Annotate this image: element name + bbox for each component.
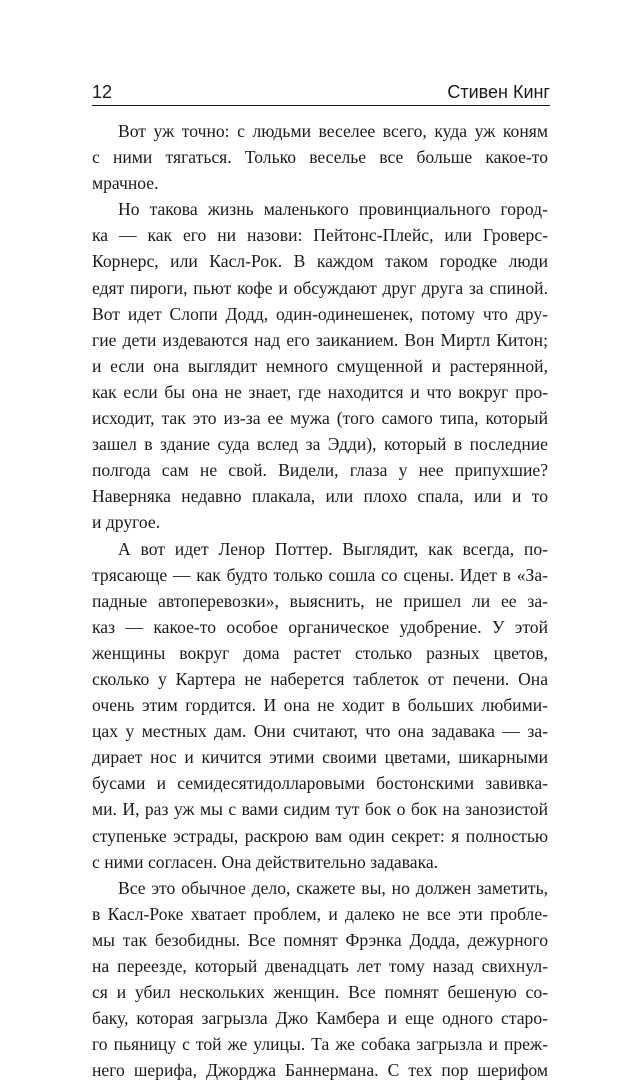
text-line: ми. И, раз уж мы с вами сидим тут бок о бок на занозистой xyxy=(92,799,548,820)
text-line: женщины вокруг дома растет столько разных цветов, xyxy=(92,642,548,663)
text-line: мрачное. xyxy=(92,173,159,194)
text-line: Все это обычное дело, скажете вы, но должен заметить, xyxy=(118,877,548,898)
text-line: Корнерс, или Касл-Рок. В каждом таком городке люди xyxy=(92,251,548,272)
text-line: с ними тягаться. Только веселье все больше какое-то xyxy=(92,147,548,168)
text-line: как если бы она не знает, где находится и что вокруг про- xyxy=(92,381,548,402)
text-line: зашел в здание суда вслед за Эдди), который в последние xyxy=(92,434,548,455)
text-line: дирает нос и кичится этими своими цветами, шикарными xyxy=(92,747,548,768)
text-line: падные автоперевозки», выяснить, не пришел ли ее за- xyxy=(92,590,548,611)
text-line: него шерифа, Джорджа Баннермана. С тех пор шерифом xyxy=(92,1060,548,1081)
page-number: 12 xyxy=(92,82,113,102)
text-line: исходит, так это из-за ее мужа (того самого типа, который xyxy=(92,408,548,429)
text-line: Но такова жизнь маленького провинциального город- xyxy=(118,199,548,220)
text-line: баку, которая загрызла Джо Камбера и еще одного старо- xyxy=(92,1008,548,1029)
text-line: мы так безобидны. Все помнят Фрэнка Додда, дежурного xyxy=(92,929,548,950)
body-text xyxy=(92,118,548,1083)
text-line: цах у местных дам. Они считают, что она задавака — за- xyxy=(92,721,548,742)
text-line: в Касл-Роке хватает проблем, и далеко не все эти пробле- xyxy=(92,903,548,924)
text-line: го пьяницу с той же улицы. Та же собака загрызла и преж- xyxy=(92,1034,548,1055)
text-line: ступеньке эстрады, раскрою вам один секрет: я полностью xyxy=(92,825,548,846)
text-line: Вот уж точно: с людьми веселее всего, куда уж коням xyxy=(118,121,548,141)
text-line: сколько у Картера не наберется таблеток от печени. Она xyxy=(92,668,548,689)
text-line: на переезде, который двенадцать лет тому назад свихнул- xyxy=(92,956,548,976)
text-line: гие дети издеваются над его заиканием. Вон Миртл Китон; xyxy=(92,329,548,350)
text-line: очень этим гордится. И она не ходит в больших любими- xyxy=(92,695,548,716)
text-line: трясающе — как будто только сошла со сцены. Идет в «За- xyxy=(92,564,548,585)
text-line: едят пироги, пьют кофе и обсуждают друг друга за спиной. xyxy=(92,277,548,298)
text-line: Вот идет Слопи Додд, один-одинешенек, потому что дру- xyxy=(92,303,548,324)
text-line: Наверняка недавно плакала, или плохо спала, или и то xyxy=(92,486,548,507)
text-line: ся и убил нескольких женщин. Все помнят бешеную со- xyxy=(92,982,548,1003)
text-line: полгода сам не свой. Видели, глаза у нее припухшие? xyxy=(92,460,548,481)
running-title: Стивен Кинг xyxy=(447,82,550,102)
text-line: бусами и семидесятидолларовыми бостонскими завивка- xyxy=(92,773,548,794)
text-line: с ними согласен. Она действительно задавака. xyxy=(92,851,439,872)
text-line: и если она выглядит немного смущенной и растерянной, xyxy=(92,355,548,376)
text-line: ка — как его ни назови: Пейтонс-Плейс, или Гроверс- xyxy=(92,225,548,246)
text-line: А вот идет Ленор Поттер. Выглядит, как всегда, по- xyxy=(118,538,548,559)
header-rule xyxy=(92,105,550,106)
text-line: каз — какое-то особое органическое удобрение. У этой xyxy=(92,616,548,637)
text-line: и другое. xyxy=(92,512,161,533)
running-head xyxy=(92,82,550,106)
